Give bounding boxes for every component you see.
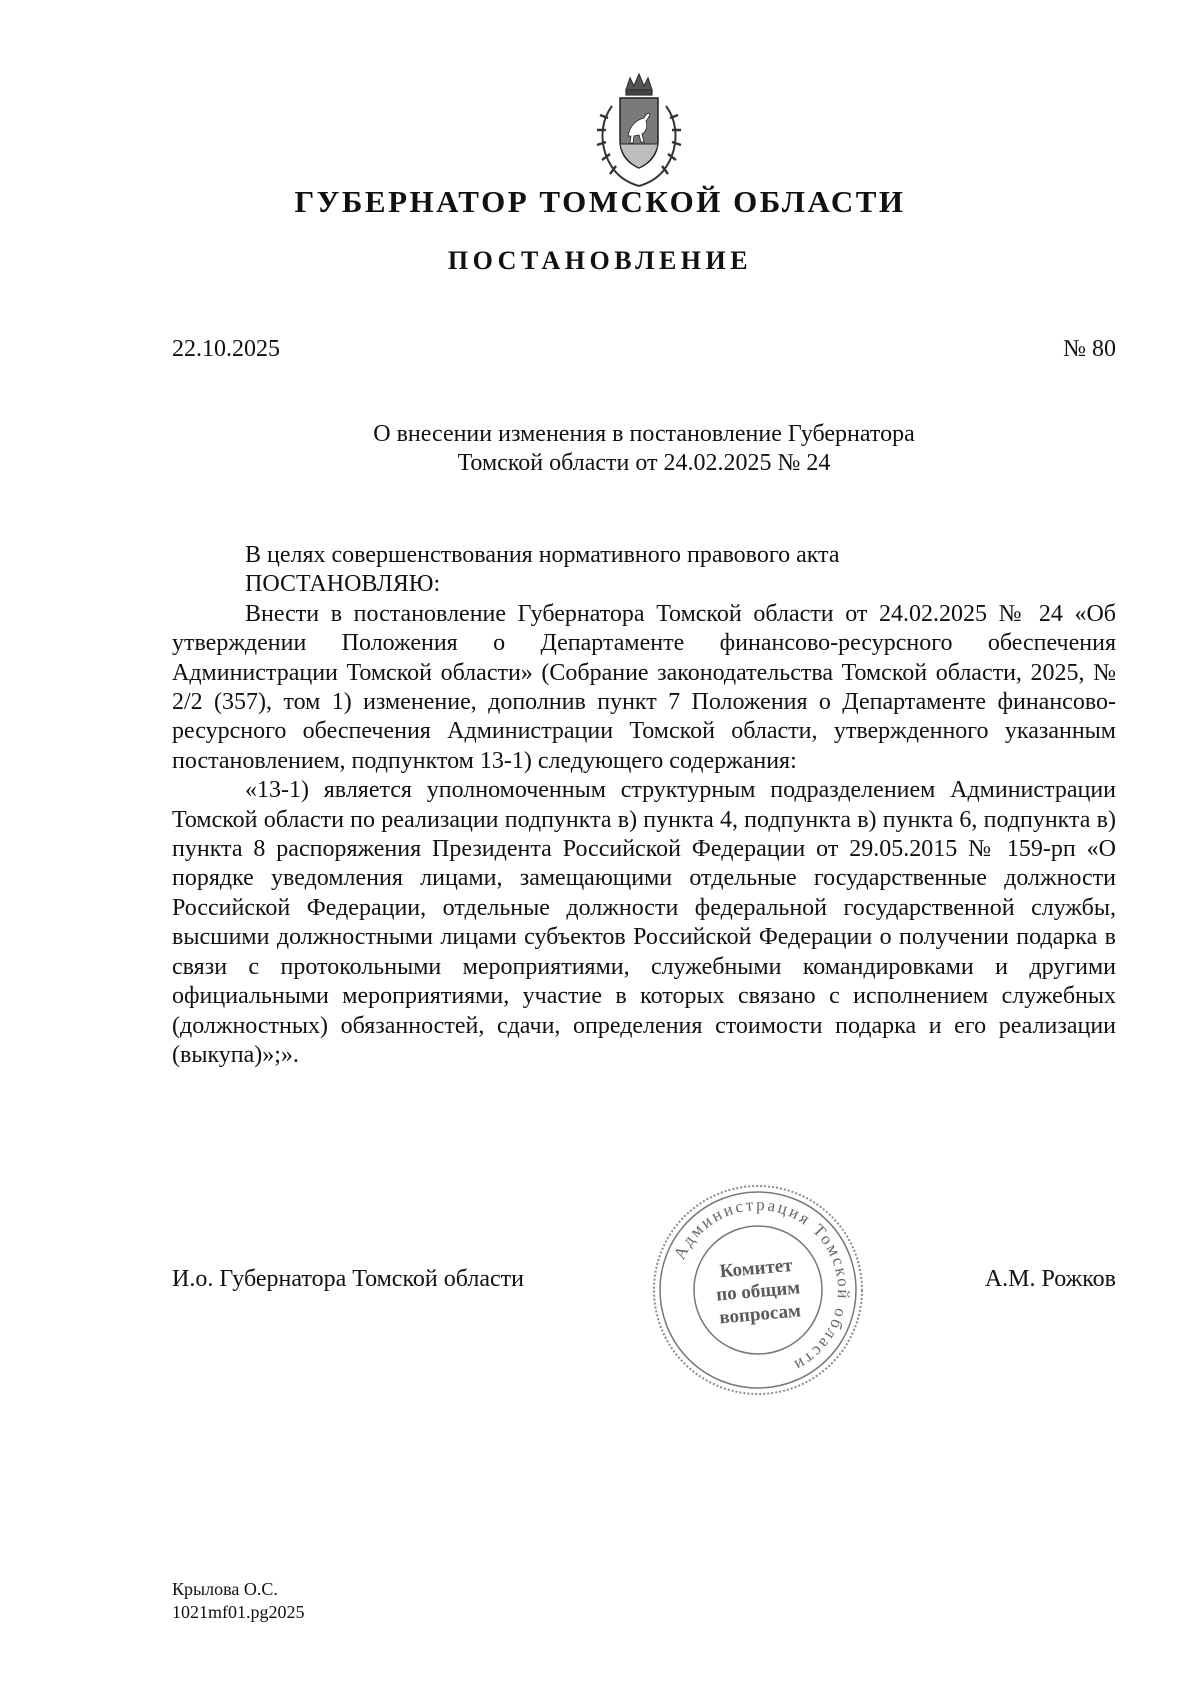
document-body	[172, 541, 1116, 1070]
stamp-line-1: Комитет	[718, 1254, 794, 1283]
stamp-outer-text: Администрация Томской области	[669, 1194, 854, 1377]
official-stamp	[650, 1182, 866, 1398]
intro-paragraph: В целях совершенствования нормативного правового акта	[245, 542, 840, 568]
signatory-position: И.о. Губернатора Томской области	[172, 1266, 524, 1292]
body-paragraph-1: Внести в постановление Губернатора Томской области от 24.02.2025 № 24 «Об утверждении Положения о Департаменте финансово-ресурсного обеспечения Администрации Томской области» (Собрание законодательства Томской области, 2025, № 2/2 (357), том 1) изменение, дополнив пункт 7 Положения о Департаменте финансово-ресурсного обеспечения Администрации Томской области, утвержденного указанным постановлением, подпунктом 13-1) следующего содержания:	[172, 600, 1116, 774]
body-paragraph-2: «13-1) является уполномоченным структурным подразделением Администрации Томской области по реализации подпункта в) пункта 4, подпункта в) пункта 6, подпункта в) пункта 8 распоряжения Президента Российской Федерации от 29.05.2015 № 159-рп «О порядке уведомления лицами, замещающими отдельные государственные должности Российской Федерации, отдельные должности федеральной государственной службы, высшими должностными лицами субъектов Российской Федерации о получении подарка в связи с протокольными мероприятиями, служебными командировками и другими официальными мероприятиями, участие в которых связано с исполнением служебных (должностных) обязанностей, сдачи, определения стоимости подарка и его реализации (выкупа)»;».	[172, 777, 1116, 1068]
stamp-line-2: по общим	[715, 1277, 801, 1306]
file-code: 1021mf01.pg2025	[172, 1602, 305, 1622]
resolve-heading: ПОСТАНОВЛЯЮ:	[245, 571, 441, 598]
document-subject	[172, 420, 1116, 478]
document-type: ПОСТАНОВЛЕНИЕ	[447, 246, 753, 275]
org-title: ГУБЕРНАТОР ТОМСКОЙ ОБЛАСТИ	[294, 184, 906, 219]
coat-of-arms-icon	[586, 70, 692, 190]
subject-line-1: О внесении изменения в постановление Губернатора	[373, 421, 915, 447]
footer-info	[172, 1578, 305, 1624]
subject-line-2: Томской области от 24.02.2025 № 24	[457, 450, 831, 476]
document-number: № 80	[1063, 336, 1116, 362]
document-date: 22.10.2025	[172, 336, 280, 362]
signatory-name: А.М. Рожков	[984, 1266, 1116, 1292]
stamp-line-3: вопросам	[718, 1300, 802, 1329]
executor-name: Крылова О.С.	[172, 1579, 278, 1599]
